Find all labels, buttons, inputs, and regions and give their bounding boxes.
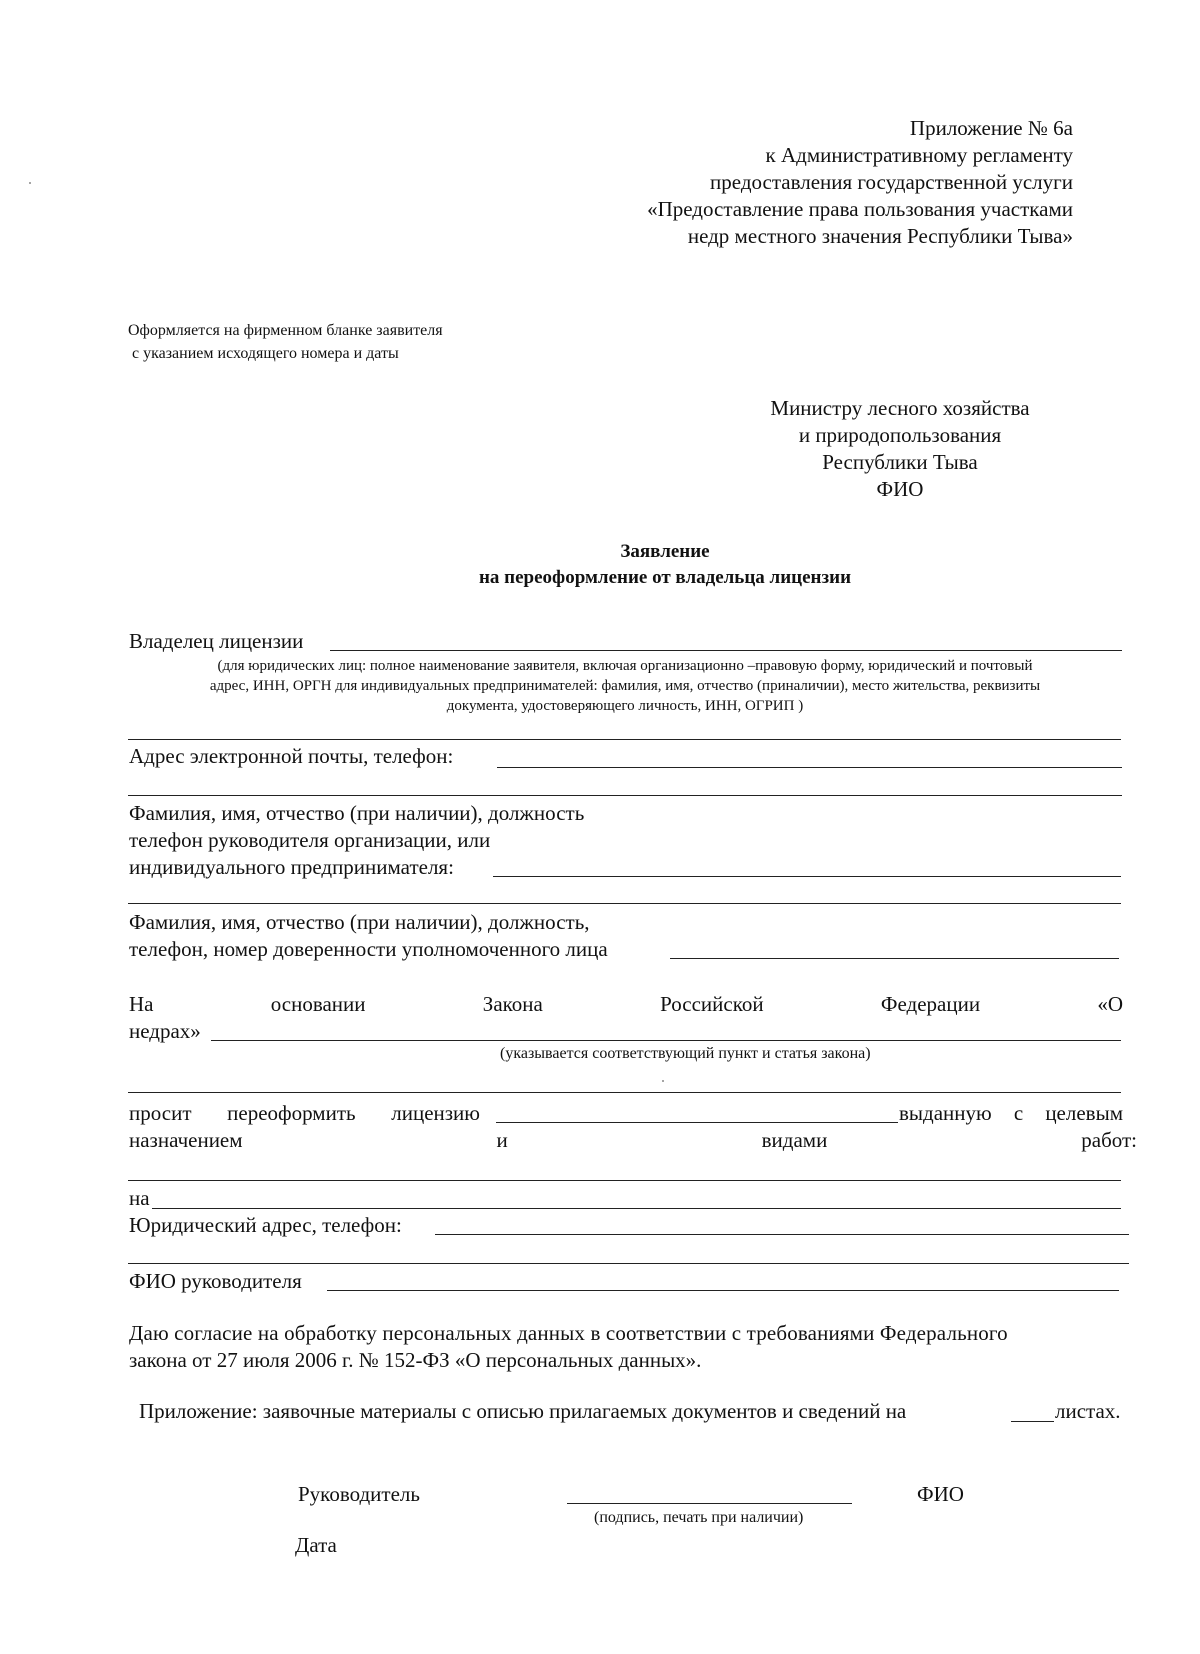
proxy-label-line-1: Фамилия, имя, отчество (при наличии), должность, [129, 910, 590, 934]
document-subtitle: на переоформление от владельца лицензии [478, 567, 852, 588]
basis-word-2: основании [270, 992, 366, 1016]
head-label-line-1: Фамилия, имя, отчество (при наличии), должность [129, 801, 585, 825]
basis-word-4: Российской [660, 992, 764, 1016]
head-label-line-3: индивидуального предпринимателя: [129, 855, 454, 879]
basis-word-1: На [129, 992, 154, 1016]
email-phone-input-line[interactable] [497, 767, 1122, 768]
signature-role: Руководитель [298, 1482, 420, 1506]
owner-extra-line[interactable] [128, 739, 1121, 740]
signature-hint: (подпись, печать при наличии) [594, 1509, 804, 1526]
head-name-input-line[interactable] [327, 1290, 1119, 1291]
legal-address-input-line[interactable] [435, 1234, 1129, 1235]
signature-input-line[interactable] [567, 1503, 852, 1504]
license-number-input-line[interactable] [496, 1122, 898, 1123]
basis-word-6: «О [1097, 992, 1123, 1016]
basis-word-5: Федерации [880, 992, 981, 1016]
scan-speck-2 [662, 1080, 664, 1082]
addressee-line-3: Республики Тыва [822, 450, 978, 474]
basis-extra-line[interactable] [128, 1092, 1121, 1093]
owner-hint-line-2: адрес, ИНН, ОРГН для индивидуальных предпринимателей: фамилия, имя, отчество (приналичии), место жительства, реквизиты [209, 678, 1041, 694]
attachment-suffix: листах. [1055, 1399, 1121, 1423]
reissue-word-3: лицензию [391, 1101, 480, 1125]
addressee-line-1: Министру лесного хозяйства [770, 396, 1030, 420]
consent-line-1 [129, 1320, 1137, 1346]
on-label: на [129, 1186, 150, 1210]
appendix-line-1: Приложение № 6а [909, 116, 1073, 140]
basis-input-line[interactable] [211, 1040, 1121, 1041]
owner-label: Владелец лицензии [129, 629, 304, 653]
proxy-label-line-2: телефон, номер доверенности уполномоченного лица [129, 937, 608, 961]
issued-word-1: выданную [899, 1101, 992, 1125]
legal-address-label: Юридический адрес, телефон: [129, 1213, 402, 1237]
appendix-line-5: недр местного значения Республики Тыва» [687, 224, 1073, 248]
owner-hint-line-1: (для юридических лиц: полное наименование заявителя, включая организационно –правовую форму, юридический и почтовый [217, 658, 1033, 674]
letterhead-note-line-1: Оформляется на фирменном бланке заявителя [128, 322, 443, 339]
purpose-input-line[interactable] [128, 1180, 1121, 1181]
on-input-line[interactable] [152, 1208, 1121, 1209]
proxy-input-line[interactable] [670, 958, 1119, 959]
basis-line-1 [129, 991, 1123, 1017]
owner-hint-line-3: документа, удостоверяющего личность, ИНН, ОГРИП ) [446, 698, 804, 714]
email-extra-line[interactable] [128, 795, 1122, 796]
issued-words [899, 1100, 1123, 1126]
appendix-line-2: к Административному регламенту [765, 143, 1073, 167]
head-input-line[interactable] [493, 876, 1121, 877]
reissue-word-1: просит [129, 1101, 192, 1125]
basis-hint: (указывается соответствующий пункт и статья закона) [500, 1045, 871, 1062]
reissue-words [129, 1100, 480, 1126]
purpose-word-3: видами [761, 1128, 828, 1152]
email-phone-label: Адрес электронной почты, телефон: [129, 744, 454, 768]
date-label: Дата [295, 1533, 337, 1557]
document-title: Заявление [620, 541, 710, 562]
consent-text-line-2: закона от 27 июля 2006 г. № 152-ФЗ «О персональных данных». [129, 1348, 702, 1372]
basis-line-2-label: недрах» [129, 1019, 201, 1043]
head-label-line-2: телефон руководителя организации, или [129, 828, 491, 852]
signature-name: ФИО [917, 1482, 964, 1506]
purpose-word-4: работ: [1081, 1128, 1137, 1152]
purpose-line [129, 1127, 1137, 1153]
purpose-word-2: и [496, 1128, 508, 1152]
attachment-prefix: Приложение: заявочные материалы с описью прилагаемых документов и сведений на [139, 1399, 907, 1423]
reissue-word-2: переоформить [227, 1101, 356, 1125]
appendix-line-3: предоставления государственной услуги [710, 170, 1073, 194]
head-extra-line[interactable] [128, 903, 1121, 904]
issued-word-3: целевым [1045, 1101, 1123, 1125]
letterhead-note-line-2: с указанием исходящего номера и даты [132, 345, 399, 362]
head-name-label: ФИО руководителя [129, 1269, 302, 1293]
addressee-line-2: и природопользования [798, 423, 1002, 447]
legal-address-extra-line[interactable] [128, 1263, 1129, 1264]
issued-word-2: с [1013, 1101, 1024, 1125]
scan-speck [29, 182, 31, 184]
attachment-sheets-input-line[interactable] [1011, 1421, 1054, 1422]
owner-input-line[interactable] [330, 650, 1122, 651]
purpose-word-1: назначением [129, 1128, 243, 1152]
basis-word-3: Закона [482, 992, 543, 1016]
appendix-line-4: «Предоставление права пользования участками [647, 197, 1073, 221]
consent-text-line-1: Даю согласие на обработку персональных данных в соответствии с требованиями Федерального [129, 1321, 1008, 1345]
addressee-line-4: ФИО [876, 477, 924, 501]
